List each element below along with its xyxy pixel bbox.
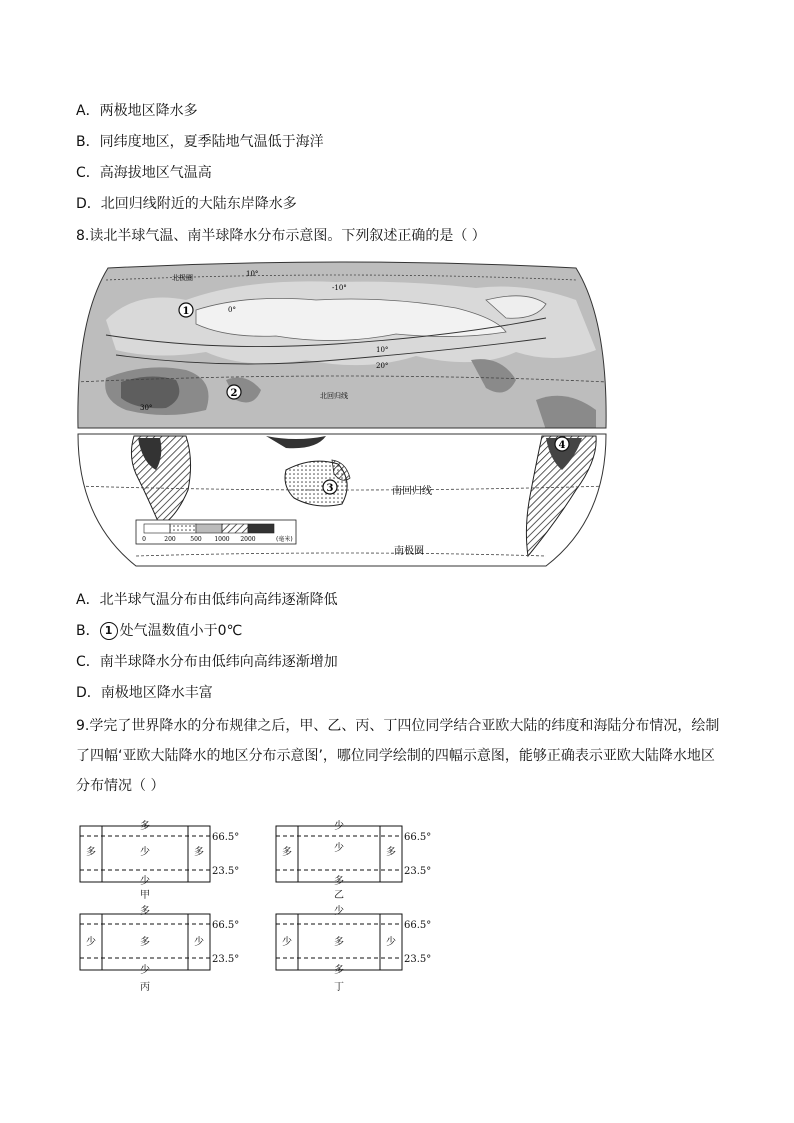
diagram-bing xyxy=(76,902,246,996)
legend-unit: (毫米) xyxy=(276,536,293,543)
circled-number-1: 1 xyxy=(100,622,118,640)
diagram-ding xyxy=(272,902,442,996)
map-marker-2 xyxy=(227,385,241,399)
arctic-circle-label: 北极圈 xyxy=(172,274,193,282)
svg-text:多: 多 xyxy=(386,847,396,858)
svg-text:多: 多 xyxy=(334,876,344,887)
svg-text:乙: 乙 xyxy=(334,890,344,901)
diagram-jia xyxy=(76,818,246,902)
svg-text:66.5°: 66.5° xyxy=(404,832,432,843)
map-marker-3 xyxy=(323,480,337,494)
q8-stem: 8.读北半球气温、南半球降水分布示意图。下列叙述正确的是（ ） xyxy=(76,228,486,244)
isotherm-label: 10° xyxy=(246,270,259,278)
svg-text:23.5°: 23.5° xyxy=(212,866,240,877)
svg-text:少: 少 xyxy=(194,937,204,948)
svg-text:2: 2 xyxy=(230,388,238,399)
q7-option-a: A．两极地区降水多 xyxy=(76,103,198,119)
isotherm-label: 30° xyxy=(140,404,153,412)
isotherm-label: 0° xyxy=(228,306,236,314)
svg-text:少: 少 xyxy=(140,876,150,887)
svg-text:66.5°: 66.5° xyxy=(404,920,432,931)
svg-text:23.5°: 23.5° xyxy=(404,866,432,877)
svg-text:4: 4 xyxy=(558,440,566,451)
svg-text:23.5°: 23.5° xyxy=(212,954,240,965)
svg-text:多: 多 xyxy=(140,821,150,832)
isotherm-label: 20° xyxy=(376,362,389,370)
map-marker-1 xyxy=(179,303,193,317)
svg-text:多: 多 xyxy=(334,965,344,976)
q8-option-d: D．南极地区降水丰富 xyxy=(76,685,213,701)
svg-text:丁: 丁 xyxy=(334,982,344,993)
q7-option-b: B．同纬度地区，夏季陆地气温低于海洋 xyxy=(76,134,324,150)
svg-text:多: 多 xyxy=(334,937,344,948)
svg-text:少: 少 xyxy=(140,965,150,976)
map-marker-4 xyxy=(555,437,569,451)
q8-option-b: B． 1 处气温数值小于0℃ xyxy=(76,623,243,639)
isotherm-label: 10° xyxy=(376,346,389,354)
svg-text:多: 多 xyxy=(282,847,292,858)
svg-text:23.5°: 23.5° xyxy=(404,954,432,965)
diagram-yi xyxy=(272,818,442,902)
q7-option-c: C．高海拔地区气温高 xyxy=(76,165,212,181)
world-map-figure xyxy=(76,260,608,572)
legend-tick: 0 xyxy=(142,536,146,543)
svg-text:1: 1 xyxy=(182,306,190,317)
svg-text:甲: 甲 xyxy=(140,890,150,901)
svg-text:66.5°: 66.5° xyxy=(212,920,240,931)
svg-text:少: 少 xyxy=(334,843,344,854)
q8-option-a: A．北半球气温分布由低纬向高纬逐渐降低 xyxy=(76,592,338,608)
q7-option-d: D．北回归线附近的大陆东岸降水多 xyxy=(76,196,297,212)
q8-option-c: C．南半球降水分布由低纬向高纬逐渐增加 xyxy=(76,654,338,670)
antarctic-circle-label: 南极圈 xyxy=(394,546,424,557)
svg-text:66.5°: 66.5° xyxy=(212,832,240,843)
svg-text:多: 多 xyxy=(140,937,150,948)
svg-text:多: 多 xyxy=(194,847,204,858)
tropic-cancer-label: 北回归线 xyxy=(320,392,348,400)
tropic-capricorn-label: 南回归线 xyxy=(392,486,432,497)
svg-text:丙: 丙 xyxy=(140,982,150,993)
legend-tick: 1000 xyxy=(214,536,230,543)
svg-text:3: 3 xyxy=(326,483,334,494)
legend-tick: 200 xyxy=(164,536,176,543)
svg-text:少: 少 xyxy=(334,906,344,917)
precipitation-legend xyxy=(136,520,296,544)
legend-tick: 500 xyxy=(190,536,202,543)
q9-stem: 9.学完了世界降水的分布规律之后，甲、乙、丙、丁四位同学结合亚欧大陆的纬度和海陆分布情况，绘制了四幅‘亚欧大陆降水的地区分布示意图’，哪位同学绘制的四幅示意图，能够正确表示亚欧大陆降水地区分布情况（ ） xyxy=(76,718,720,794)
svg-text:多: 多 xyxy=(86,847,96,858)
svg-text:少: 少 xyxy=(386,937,396,948)
svg-text:少: 少 xyxy=(282,937,292,948)
svg-text:少: 少 xyxy=(140,847,150,858)
isotherm-label: -10° xyxy=(332,284,347,292)
legend-tick: 2000 xyxy=(240,536,256,543)
svg-text:少: 少 xyxy=(86,937,96,948)
svg-text:多: 多 xyxy=(140,906,150,917)
svg-text:少: 少 xyxy=(334,821,344,832)
